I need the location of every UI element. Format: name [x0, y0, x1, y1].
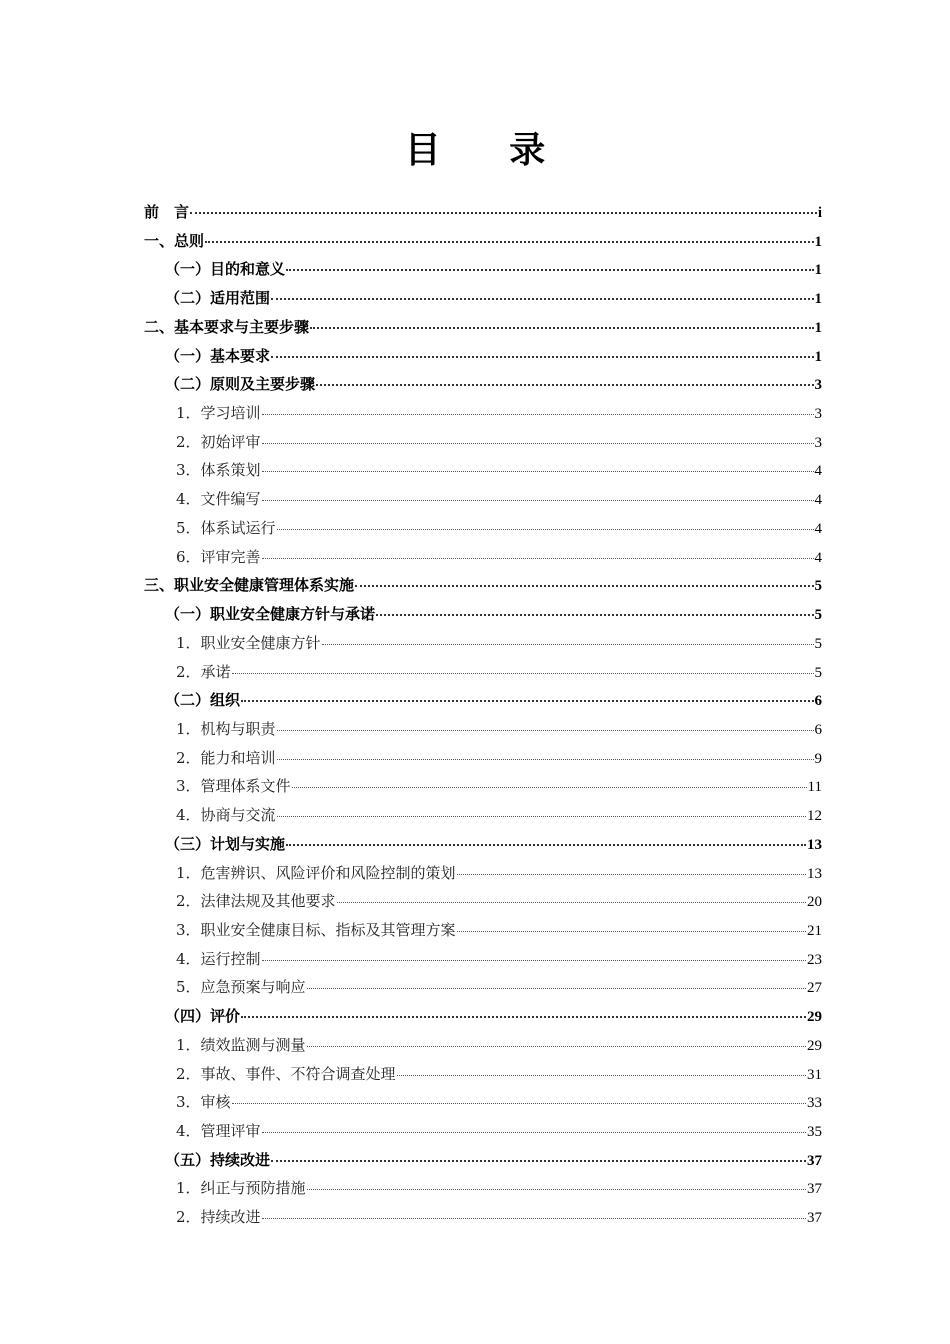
toc-entry-page-number: 3 — [814, 377, 822, 394]
toc-entry-page-number: 20 — [807, 894, 822, 911]
dot-leader — [310, 317, 813, 329]
toc-entry-label: 1．职业安全健康方针 — [176, 633, 321, 652]
toc-entry[interactable] — [144, 198, 822, 227]
toc-entry-page-number: 1 — [814, 262, 822, 279]
toc-entry-page-number: 1 — [814, 291, 822, 308]
toc-entry[interactable] — [144, 887, 822, 916]
toc-entry[interactable] — [144, 284, 822, 313]
toc-entry[interactable] — [144, 629, 822, 658]
toc-entry-label: 1．纠正与预防措施 — [176, 1179, 306, 1198]
toc-entry-label: 3．管理体系文件 — [176, 777, 291, 796]
toc-entry-page-number: 1 — [814, 233, 822, 250]
dot-leader — [307, 978, 806, 989]
toc-entry-page-number: 11 — [807, 779, 822, 796]
toc-entry[interactable] — [144, 313, 822, 342]
toc-entry[interactable] — [144, 715, 822, 744]
dot-leader — [307, 1179, 806, 1190]
toc-entry[interactable] — [144, 485, 822, 514]
toc-entry[interactable] — [144, 744, 822, 773]
dot-leader — [241, 690, 813, 702]
toc-entry-label: 4．文件编写 — [176, 490, 261, 509]
toc-entry-label: （一）目的和意义 — [165, 260, 286, 279]
toc-entry[interactable] — [144, 571, 822, 600]
toc-entry-page-number: 35 — [807, 1124, 822, 1140]
dot-leader — [316, 374, 813, 386]
toc-entry-page-number: 13 — [807, 865, 822, 882]
toc-entry[interactable] — [144, 1146, 822, 1175]
toc-entry[interactable] — [144, 543, 822, 572]
toc-entry-page-number: 31 — [807, 1066, 822, 1083]
dot-leader — [190, 202, 817, 214]
toc-entry[interactable] — [144, 830, 822, 859]
toc-entry-page-number: 13 — [807, 836, 822, 853]
toc-entry[interactable] — [144, 945, 822, 974]
toc-entry-page-number: 1 — [814, 348, 822, 365]
toc-entry[interactable] — [144, 658, 822, 687]
toc-entry-label: 5．应急预案与响应 — [176, 978, 306, 997]
toc-entry-label: 2．初始评审 — [176, 432, 261, 451]
toc-entry-label: （一）基本要求 — [165, 346, 271, 365]
toc-entry-label: 6．评审完善 — [176, 547, 261, 566]
toc-entry-page-number: i — [817, 205, 822, 221]
dot-leader — [262, 461, 814, 472]
toc-entry-page-number: 4 — [814, 549, 822, 566]
toc-entry-label: （二）原则及主要步骤 — [165, 375, 316, 394]
toc-entry-page-number: 33 — [807, 1095, 822, 1112]
dot-leader — [277, 806, 806, 817]
toc-entry-label: 4．运行控制 — [176, 949, 261, 968]
toc-entry-label: 4．管理评审 — [176, 1122, 261, 1140]
toc-entry-page-number: 37 — [807, 1210, 822, 1227]
dot-leader — [337, 892, 806, 903]
toc-entry-label: 2．能力和培训 — [176, 748, 276, 767]
dot-leader — [355, 575, 813, 587]
toc-entry-page-number: 5 — [814, 578, 822, 595]
toc-entry-label: （四）评价 — [165, 1007, 241, 1026]
toc-entry-label: （二）适用范围 — [165, 289, 271, 308]
dot-leader — [262, 490, 814, 501]
toc-entry-page-number: 5 — [814, 664, 822, 681]
toc-entry-page-number: 37 — [807, 1152, 822, 1169]
dot-leader — [292, 777, 807, 788]
dot-leader — [262, 950, 806, 961]
dot-leader — [307, 1036, 806, 1047]
toc-entry[interactable] — [144, 399, 822, 428]
toc-entry-page-number: 37 — [807, 1181, 822, 1198]
toc-entry-label: （一）职业安全健康方针与承诺 — [165, 605, 376, 624]
toc-entry[interactable] — [144, 1060, 822, 1089]
toc-entry-page-number: 6 — [814, 721, 822, 738]
dot-leader — [322, 634, 814, 645]
toc-entry-label: 一、总则 — [144, 231, 205, 250]
toc-entry-label: （三）计划与实施 — [165, 834, 286, 853]
toc-entry-page-number: 23 — [807, 951, 822, 968]
dot-leader — [262, 1208, 806, 1219]
toc-entry-page-number: 5 — [814, 635, 822, 652]
toc-entry-label: 二、基本要求与主要步骤 — [144, 317, 310, 336]
toc-entry-page-number: 1 — [814, 319, 822, 336]
dot-leader — [286, 259, 813, 271]
toc-entry-page-number: 6 — [814, 693, 822, 710]
toc-entry[interactable] — [144, 916, 822, 945]
toc-entry-label: 1．危害辨识、风险评价和风险控制的策划 — [176, 863, 456, 882]
toc-entry-label: 1．绩效监测与测量 — [176, 1035, 306, 1054]
toc-entry-label: 2．事故、事件、不符合调查处理 — [176, 1064, 396, 1083]
toc-entry[interactable] — [144, 1088, 822, 1117]
toc-entry[interactable] — [144, 772, 822, 801]
toc-entry[interactable] — [144, 859, 822, 888]
toc-entry[interactable] — [144, 1031, 822, 1060]
toc-entry-page-number: 29 — [807, 1037, 822, 1054]
dot-leader — [271, 1150, 806, 1162]
dot-leader — [262, 404, 814, 415]
dot-leader — [262, 548, 814, 559]
toc-entry-page-number: 5 — [814, 607, 822, 624]
toc-entry[interactable] — [144, 973, 822, 1002]
toc-entry-label: 3．职业安全健康目标、指标及其管理方案 — [176, 920, 456, 939]
toc-entry[interactable] — [144, 342, 822, 371]
toc-entry[interactable] — [144, 456, 822, 485]
toc-entry-page-number: 3 — [814, 434, 822, 451]
toc-entry[interactable] — [144, 1002, 822, 1031]
dot-leader — [457, 921, 806, 932]
toc-entry-label: 2．承诺 — [176, 662, 231, 681]
dot-leader — [262, 433, 814, 444]
toc-entry-page-number: 4 — [814, 492, 822, 509]
toc-entry-label: 前 言 — [144, 203, 190, 221]
toc-entry[interactable] — [144, 600, 822, 629]
dot-leader — [232, 1093, 806, 1104]
dot-leader — [277, 519, 814, 530]
dot-leader — [277, 720, 814, 731]
page-title: 目 录 — [404, 129, 574, 171]
toc-entry-page-number: 9 — [814, 750, 822, 767]
toc-entry-page-number: 21 — [807, 922, 822, 939]
toc-entry-label: 三、职业安全健康管理体系实施 — [144, 576, 355, 595]
toc-entry-page-number: 4 — [814, 463, 822, 480]
toc-entry-label: 4．协商与交流 — [176, 806, 276, 825]
dot-leader — [397, 1065, 806, 1076]
toc-entry[interactable] — [144, 1117, 822, 1146]
toc-entry[interactable] — [144, 514, 822, 543]
dot-leader — [286, 834, 806, 846]
toc-entry-label: 1．学习培训 — [176, 404, 261, 423]
toc-entry-label: 3．体系策划 — [176, 461, 261, 480]
toc-entry-label: 2．持续改进 — [176, 1208, 261, 1227]
toc-entry-label: 2．法律法规及其他要求 — [176, 892, 336, 911]
toc-entry-label: 5．体系试运行 — [176, 518, 276, 537]
toc-entry[interactable] — [144, 686, 822, 715]
toc-entry-label: 1．机构与职责 — [176, 719, 276, 738]
toc-entry-page-number: 27 — [807, 980, 822, 997]
dot-leader — [277, 749, 814, 760]
toc-entry-page-number: 4 — [814, 520, 822, 537]
toc-entry-label: 3．审核 — [176, 1093, 231, 1112]
toc-entry[interactable] — [144, 428, 822, 457]
dot-leader — [271, 346, 813, 358]
dot-leader — [271, 288, 813, 300]
toc-entry-page-number: 12 — [807, 808, 822, 825]
dot-leader — [205, 231, 813, 243]
toc-entry[interactable] — [144, 1174, 822, 1203]
toc-entry-label: （五）持续改进 — [165, 1150, 271, 1169]
dot-leader — [241, 1006, 806, 1018]
toc-entry-page-number: 29 — [807, 1009, 822, 1026]
toc-entry-page-number: 3 — [814, 406, 822, 423]
table-of-contents — [144, 198, 822, 1232]
toc-entry-label: （二）组织 — [165, 691, 241, 710]
dot-leader — [232, 663, 814, 674]
dot-leader — [457, 864, 806, 875]
dot-leader — [376, 604, 813, 616]
toc-entry[interactable] — [144, 370, 822, 399]
toc-entry[interactable] — [144, 255, 822, 284]
toc-entry[interactable] — [144, 227, 822, 256]
toc-entry[interactable] — [144, 1203, 822, 1232]
toc-entry[interactable] — [144, 801, 822, 830]
dot-leader — [262, 1122, 806, 1133]
